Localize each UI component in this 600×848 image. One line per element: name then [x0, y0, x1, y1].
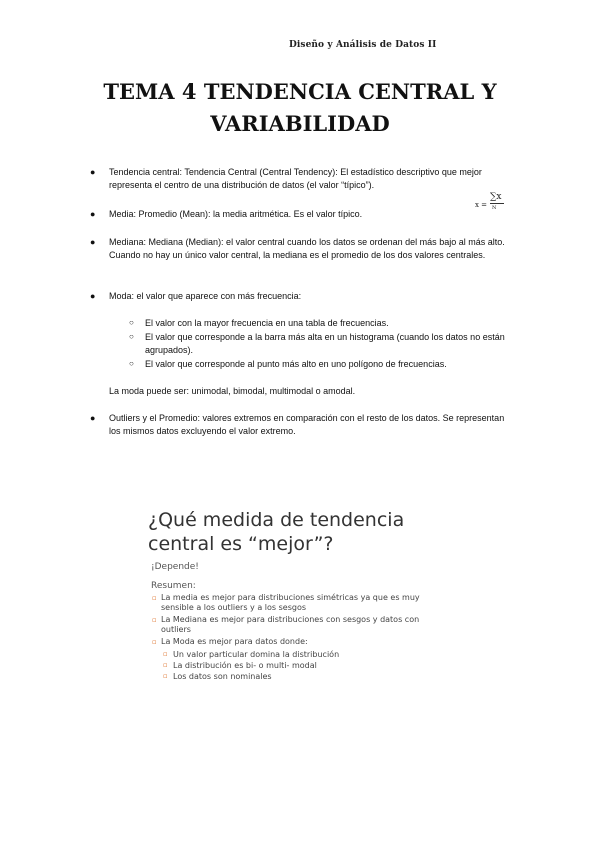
slide-subbullet-icon: ▫: [163, 661, 168, 669]
slide-item: ▫ La media es mejor para distribuciones simétricas ya que es muy sensible a los outliers y a los sesgos: [152, 593, 420, 612]
title-line-2: VARIABILIDAD: [210, 111, 390, 136]
bullet-outliers: ● Outliers y el Promedio: valores extremos en comparación con el resto de los datos. Se representan los mismos datos excluyendo el valor extremo.: [90, 413, 505, 436]
bullet-media: ● Media: Promedio (Mean): la media aritmética. Es el valor típico.: [90, 209, 363, 219]
slide-subbullet-icon: ▫: [163, 650, 168, 658]
slide-subbullet-icon: ▫: [163, 672, 168, 680]
formula-lhs: x =: [475, 201, 488, 209]
slide-item: ▫ La Moda es mejor para datos donde:: [152, 637, 308, 646]
circle-bullet-icon: ○: [129, 318, 134, 327]
moda-types: La moda puede ser: unimodal, bimodal, multimodal o amodal.: [109, 386, 356, 396]
slide-bullet-icon: ▫: [152, 594, 157, 602]
formula-numerator: ∑x: [490, 192, 502, 202]
bullet-dot-icon: ●: [90, 167, 96, 177]
bullet-dot-icon: ●: [90, 209, 96, 219]
bullet-moda: ● Moda: el valor que aparece con más frecuencia:: [90, 291, 302, 301]
slide-item: ▫ La Mediana es mejor para distribuciones con sesgos y datos con outliers: [152, 615, 420, 634]
bullet-dot-icon: ●: [90, 413, 96, 423]
bullet-mediana: ● Mediana: Mediana (Median): el valor central cuando los datos se ordenan del más bajo al más alto. Cuando no hay un único valor central, la mediana es el promedio de los dos valores centrales.: [90, 237, 505, 260]
circle-bullet-icon: ○: [129, 332, 134, 341]
moda-subitem: ○ El valor que corresponde a la barra más alta en un histograma (cuando los datos no están agrupados).: [129, 332, 505, 355]
formula-fraction-bar: [490, 203, 504, 204]
slide-subitem: ▫ La distribución es bi- o multi- modal: [163, 661, 317, 670]
page-title: [60, 76, 540, 140]
slide-bullet-icon: ▫: [152, 616, 157, 624]
slide-body: [151, 562, 441, 682]
moda-subitem: ○ El valor con la mayor frecuencia en una tabla de frecuencias.: [129, 318, 389, 328]
slide-depende: ¡Depende!: [151, 562, 199, 572]
slide-title: ¿Qué medida de tendencia central es “mejor”?: [148, 509, 405, 555]
formula-denominator: N: [492, 205, 497, 211]
bullet-dot-icon: ●: [90, 291, 96, 301]
slide-resumen: Resumen:: [151, 581, 196, 591]
embedded-slide: [140, 500, 440, 700]
circle-bullet-icon: ○: [129, 359, 134, 368]
title-line-1: TEMA 4 TENDENCIA CENTRAL Y: [103, 79, 497, 104]
page-header: Diseño y Análisis de Datos II: [289, 40, 437, 50]
bullet-tendencia-central: ● Tendencia central: Tendencia Central (Central Tendency): El estadístico descriptivo que mejor representa el centro de una distribución de datos (el valor “típico”).: [90, 167, 482, 190]
moda-subitem: ○ El valor que corresponde al punto más alto en uno polígono de frecuencias.: [129, 359, 447, 369]
slide-bullet-icon: ▫: [152, 638, 157, 646]
mean-formula: [475, 192, 515, 216]
bullet-dot-icon: ●: [90, 237, 96, 247]
slide-subitem: ▫ Un valor particular domina la distribución: [163, 650, 340, 659]
slide-subitem: ▫ Los datos son nominales: [163, 672, 272, 681]
